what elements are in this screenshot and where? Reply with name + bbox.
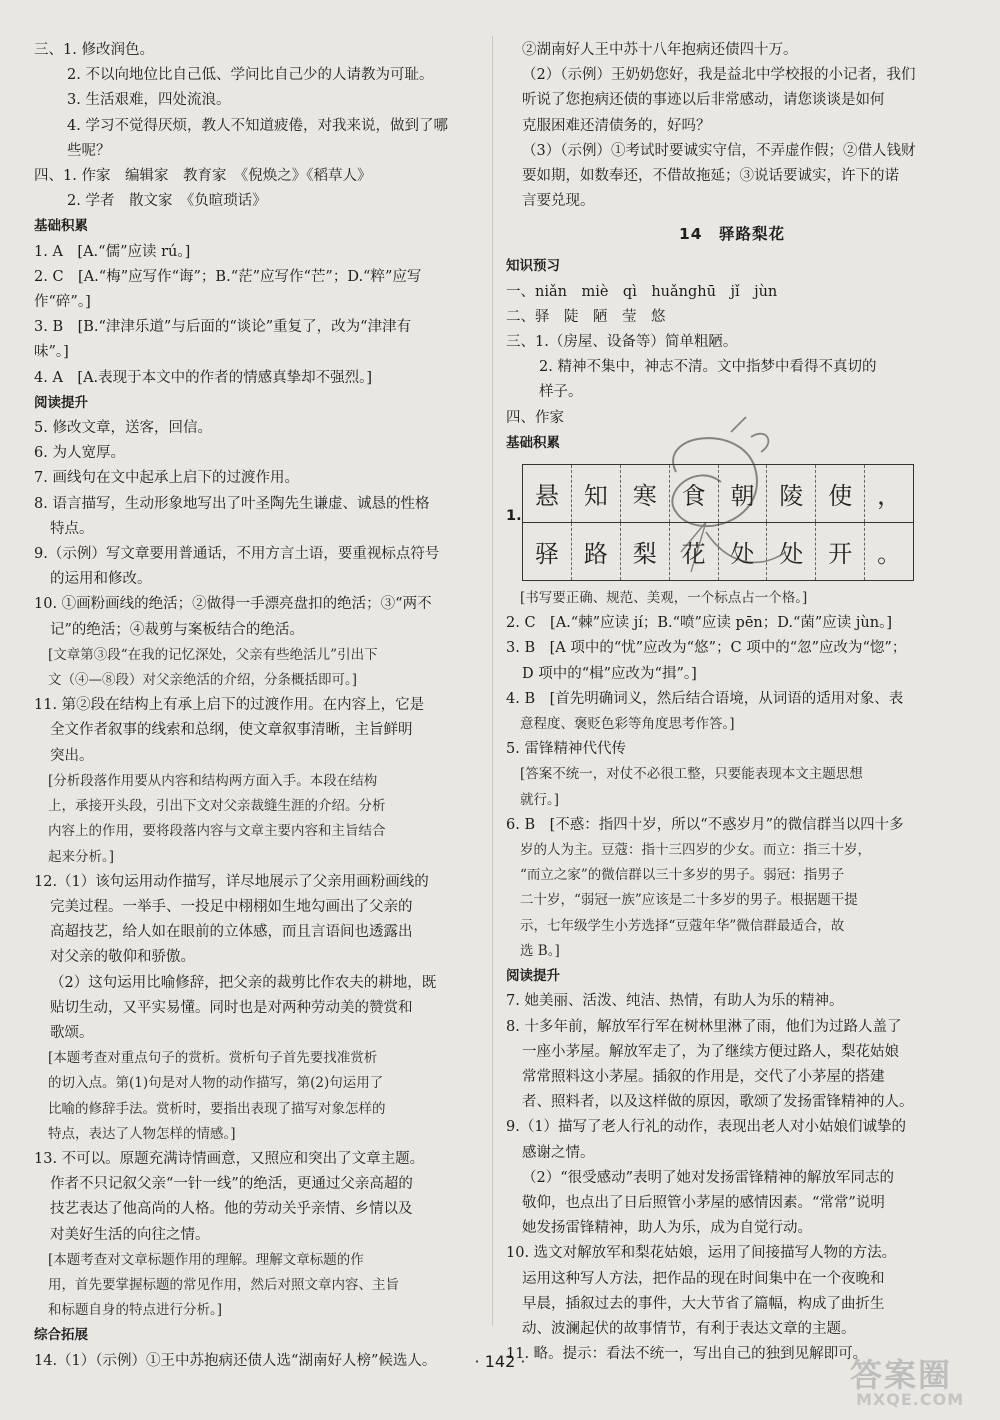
- answer-line: 听说了您抱病还债的事迹以后非常感动，请您谈谈是如何: [522, 92, 885, 109]
- answer-line: 2. 精神不集中，神志不清。文中指梦中看得不真切的: [539, 359, 877, 376]
- answer-explanation-line: 示，七年级学生小芳选择“豆蔻年华”微信群最适合，故: [520, 917, 845, 934]
- answer-explanation-line: [本题考查对重点句子的赏析。赏析句子首先要找准赏析: [48, 1050, 378, 1067]
- right-column-knowledge: [506, 254, 958, 456]
- answer-line: 一座小茅屋。解放军走了，为了继续方便过路人，梨花姑娘: [522, 1043, 899, 1060]
- answer-line: 她发扬雷锋精神，助人为乐，成为自觉行动。: [522, 1220, 812, 1237]
- answer-explanation-line: 二十岁，“弱冠一族”应该是二十多岁的男子。根据题干提: [520, 892, 858, 909]
- answer-line: 言要兑现。: [522, 193, 595, 210]
- answer-line: 10. 选文对解放军和梨花姑娘，运用了间接描写人物的方法。: [506, 1245, 897, 1262]
- answer-line: 4. A [A.表现于本文中的作者的情感真挚却不强烈。]: [34, 369, 373, 386]
- answer-line: 3. B [A 项中的“忧”应改为“悠”；C 项中的“忽”应改为“惚”；: [506, 640, 907, 657]
- answer-line: 3. 生活艰难，四处流浪。: [67, 92, 231, 109]
- answer-line: 4. 学习不觉得厌烦，教人不知道疲倦，对我来说，做到了哪: [67, 117, 448, 134]
- grid-cell: ，: [864, 465, 913, 522]
- grid-row: [523, 522, 913, 580]
- column-divider: [492, 36, 493, 1326]
- grid-cell: 食: [669, 465, 718, 522]
- answer-line: 5. 雷锋精神代代传: [506, 741, 626, 758]
- answer-line: 的运用和修改。: [50, 571, 152, 588]
- grid-cell: 使: [815, 465, 864, 522]
- right-column: [506, 38, 958, 1367]
- site-watermark: [842, 1348, 992, 1418]
- answer-line: 作“碎”。]: [34, 294, 91, 311]
- answer-explanation-line: 岁的人为主。豆蔻：指十三四岁的少女。而立：指三十岁，: [520, 842, 871, 859]
- grid-cell: 处: [766, 523, 815, 580]
- answer-line: （2）（示例）王奶奶您好，我是益北中学校报的小记者，我们: [522, 67, 916, 84]
- answer-line: 敬仰，也点出了日后照管小茅屋的感情因素。“常常”说明: [522, 1194, 885, 1211]
- answer-explanation-line: 就行。]: [520, 791, 560, 808]
- answer-line: 二、驿 陡 陋 莹 悠: [506, 308, 666, 325]
- answer-line: ②湖南好人王中苏十八年抱病还债四十万。: [522, 42, 798, 58]
- answer-explanation-line: [书写要正确、规范、美观，一个标点占一个格。]: [520, 590, 808, 607]
- answer-line: 作者不只记叙父亲“一针一线”的绝活，更通过父亲高超的: [50, 1176, 413, 1193]
- grid-question-number: 1.: [506, 508, 522, 525]
- answer-line: 5. 修改文章，送客，回信。: [34, 420, 212, 437]
- answer-explanation-line: 上，承接开头段，引出下文对父亲裁缝生涯的介绍。分析: [48, 798, 386, 815]
- section-heading: 知识预习: [506, 258, 560, 275]
- grid-cell: 寒: [620, 465, 669, 522]
- answer-line: 全文作者叙事的线索和总纲，使文章叙事清晰，主旨鲜明: [50, 722, 413, 739]
- answer-line: 7. 画线句在文中起承上启下的过渡作用。: [34, 470, 299, 487]
- left-column: [34, 38, 482, 1374]
- grid-cell: 悬: [534, 482, 559, 511]
- answer-line: 记”的绝活；④裁剪与案板结合的绝活。: [50, 621, 304, 638]
- answer-line: 2. 不以向地位比自己低、学问比自己少的人请教为可耻。: [67, 67, 434, 84]
- writing-grid-block: [506, 460, 958, 584]
- answer-line: 3. B [B.“津津乐道”与后面的“谈论”重复了，改为“津津有: [34, 319, 412, 336]
- answer-line: 6. B [不惑：指四十岁，所以“不惑岁月”的微信群当以四十多: [506, 816, 904, 833]
- answer-line: 歌颂。: [50, 1024, 94, 1041]
- answer-line: 感谢之情。: [522, 1144, 595, 1161]
- grid-cell: 驿: [534, 540, 559, 569]
- answer-line: 者、照料者，以及这样做的原因，歌颂了发扬雷锋精神的人。: [522, 1094, 914, 1111]
- watermark-url: MXQE.COM: [856, 1390, 965, 1409]
- right-column-answers: [506, 586, 958, 1367]
- answer-line: 一、niǎn miè qì huǎnghū jǐ jùn: [506, 283, 778, 300]
- answer-explanation-line: [答案不统一，对仗不必很工整，只要能表现本文主题思想: [520, 766, 863, 783]
- grid-cell: 知: [571, 465, 620, 522]
- answer-line: 特点。: [50, 520, 94, 537]
- answer-line: 4. B [首先明确词义，然后结合语境，从词语的适用对象、表: [506, 690, 904, 707]
- answer-line: 四、作家: [506, 409, 564, 426]
- answer-line: 早晨，插叙过去的事件，大大节省了篇幅，构成了曲折生: [522, 1295, 885, 1312]
- grid-cell: 陵: [766, 465, 815, 522]
- grid-row: [523, 465, 913, 522]
- writing-grid: [522, 464, 914, 581]
- answer-line: 突出。: [50, 747, 94, 764]
- answer-line: 9.（1）描写了老人行礼的动作，表现出老人对小姑娘们诚挚的: [506, 1119, 907, 1136]
- answer-line: D 项中的“楫”应改为“揖”。]: [522, 665, 697, 682]
- answer-line: 7. 她美丽、活泼、纯洁、热情，有助人为乐的精神。: [506, 993, 844, 1010]
- answer-line: 三、1.（房屋、设备等）简单粗陋。: [506, 334, 738, 351]
- grid-cell: 处: [718, 523, 767, 580]
- answer-line: 动、波澜起伏的故事情节，有利于表达文章的主题。: [522, 1320, 856, 1337]
- answer-explanation-line: 内容上的作用，要将段落内容与文章主要内容和主旨结合: [48, 823, 386, 840]
- page-number: · 142 ·: [474, 1352, 526, 1371]
- answer-line: 贴切生动，又平实易懂。同时也是对两种劳动美的赞赏和: [50, 999, 413, 1016]
- grid-cell: 梨: [620, 523, 669, 580]
- answer-line: 8. 十多年前，解放军行军在树林里淋了雨，他们为过路人盖了: [506, 1018, 902, 1035]
- answer-line: 样子。: [539, 384, 583, 401]
- answer-line: 13. 不可以。原题充满诗情画意，又照应和突出了文章主题。: [34, 1150, 425, 1167]
- answer-line: 10. ①画粉画线的绝活；②做得一手漂亮盘扣的绝活；③“两不: [34, 596, 432, 613]
- answer-line: 11. 略。提示：看法不统一，写出自己的独到见解即可。: [506, 1346, 868, 1363]
- answer-line: 高超技艺，给人如在眼前的立体感，而且言语间也透露出: [50, 924, 413, 941]
- grid-cell: 开: [815, 523, 864, 580]
- answer-line: 四、1. 作家 编辑家 教育家 《倪焕之》《稻草人》: [34, 168, 372, 185]
- watermark-logo-text: 答案圈: [850, 1356, 953, 1394]
- answer-line: 三、1. 修改润色。: [34, 42, 154, 58]
- answer-line: 味”。]: [34, 344, 69, 361]
- answer-explanation-line: 意程度、褒贬色彩等角度思考作答。]: [520, 716, 735, 733]
- answer-line: 2. C [A.“梅”应写作“诲”；B.“茫”应写作“芒”；D.“粹”应写: [34, 268, 422, 285]
- grid-cell: 朝: [718, 465, 767, 522]
- answer-line: 完美过程。一举手、一投足中栩栩如生地勾画出了父亲的: [50, 898, 413, 915]
- answer-line: 些呢？: [67, 142, 111, 159]
- answer-explanation-line: [文章第③段“在我的记忆深处，父亲有些绝活儿”引出下: [48, 646, 378, 663]
- answer-line: 常常照料这小茅屋。插叙的作用是，交代了小茅屋的搭建: [522, 1068, 885, 1085]
- answer-line: 要如期，如数奉还，不借故拖延；③说话要诚实，许下的诺: [522, 168, 899, 185]
- answer-explanation-line: “而立之家”的微信群以三十多岁的男子。弱冠：指男子: [520, 867, 845, 884]
- answer-line: 2. 学者 散文家 《负暄琐话》: [67, 193, 267, 210]
- answer-explanation-line: 的切入点。第(1)句是对人物的动作描写，第(2)句运用了: [48, 1075, 384, 1092]
- answer-line: 1. A [A.“儒”应读 rú。]: [34, 243, 191, 260]
- section-heading: 阅读提升: [34, 394, 88, 411]
- answer-explanation-line: 起来分析。]: [48, 848, 115, 865]
- answer-line: 技艺表达了他高尚的人格。他的劳动关乎亲情、乡情以及: [50, 1201, 413, 1218]
- lesson-title: 14 驿路梨花: [678, 225, 786, 244]
- answer-line: 8. 语言描写，生动形象地写出了叶圣陶先生谦虚、诚恳的性格: [34, 495, 430, 512]
- answer-line: 运用这种写人方法，把作品的现在时间集中在一个夜晚和: [522, 1270, 885, 1287]
- answer-explanation-line: 用，首先要掌握标题的常见作用，然后对照文章内容、主旨: [48, 1276, 399, 1293]
- answer-line: 14.（1）（示例）①王中苏抱病还债人选“湖南好人榜”候选人。: [34, 1352, 437, 1369]
- section-heading: 基础积累: [34, 218, 88, 235]
- answer-line: 克服困难还清债务的，好吗？: [522, 117, 711, 134]
- answer-explanation-line: 比喻的修辞手法。赏析时，要指出表现了描写对象怎样的: [48, 1100, 386, 1117]
- grid-cell: 路: [571, 523, 620, 580]
- grid-cell: 花: [669, 523, 718, 580]
- answer-explanation-line: 特点，表达了人物怎样的情感。]: [48, 1125, 236, 1142]
- answer-explanation-line: [分析段落作用要从内容和结构两方面入手。本段在结构: [48, 772, 378, 789]
- right-column-top: [506, 38, 958, 214]
- answer-line: 对父亲的敬仰和骄傲。: [50, 949, 195, 966]
- answer-line: （2）“很受感动”表明了她对发扬雷锋精神的解放军同志的: [522, 1169, 895, 1186]
- answer-explanation-line: 和标题自身的特点进行分析。]: [48, 1302, 223, 1319]
- answer-line: 12.（1）该句运用动作描写，详尽地展示了父亲用画粉画线的: [34, 873, 429, 890]
- section-heading: 阅读提升: [506, 968, 560, 985]
- answer-line: 9.（示例）写文章要用普通话，不用方言土语，要重视标点符号: [34, 546, 440, 563]
- answer-line: 对美好生活的向往之情。: [50, 1226, 210, 1243]
- answer-explanation-line: 选 B。]: [520, 942, 560, 959]
- answer-line: （3）（示例）①考试时要诚实守信，不弄虚作假；②借人钱财: [522, 142, 916, 159]
- answer-line: 2. C [A.“棘”应读 jí；B.“喷”应读 pēn；D.“菌”应读 jùn。]: [506, 615, 892, 632]
- answer-explanation-line: [本题考查对文章标题作用的理解。理解文章标题的作: [48, 1251, 364, 1268]
- section-heading: 基础积累: [506, 434, 560, 451]
- answer-line: 6. 为人宽厚。: [34, 445, 125, 462]
- answer-explanation-line: 文（④—⑧段）对父亲绝活的介绍，分条概括即可。]: [48, 672, 358, 689]
- section-heading: 综合拓展: [34, 1327, 88, 1344]
- answer-line: 11. 第②段在结构上有承上启下的过渡作用。在内容上，它是: [34, 697, 425, 714]
- grid-cell: 。: [864, 523, 913, 580]
- answer-line: （2）这句运用比喻修辞，把父亲的裁剪比作农夫的耕地，既: [50, 974, 437, 991]
